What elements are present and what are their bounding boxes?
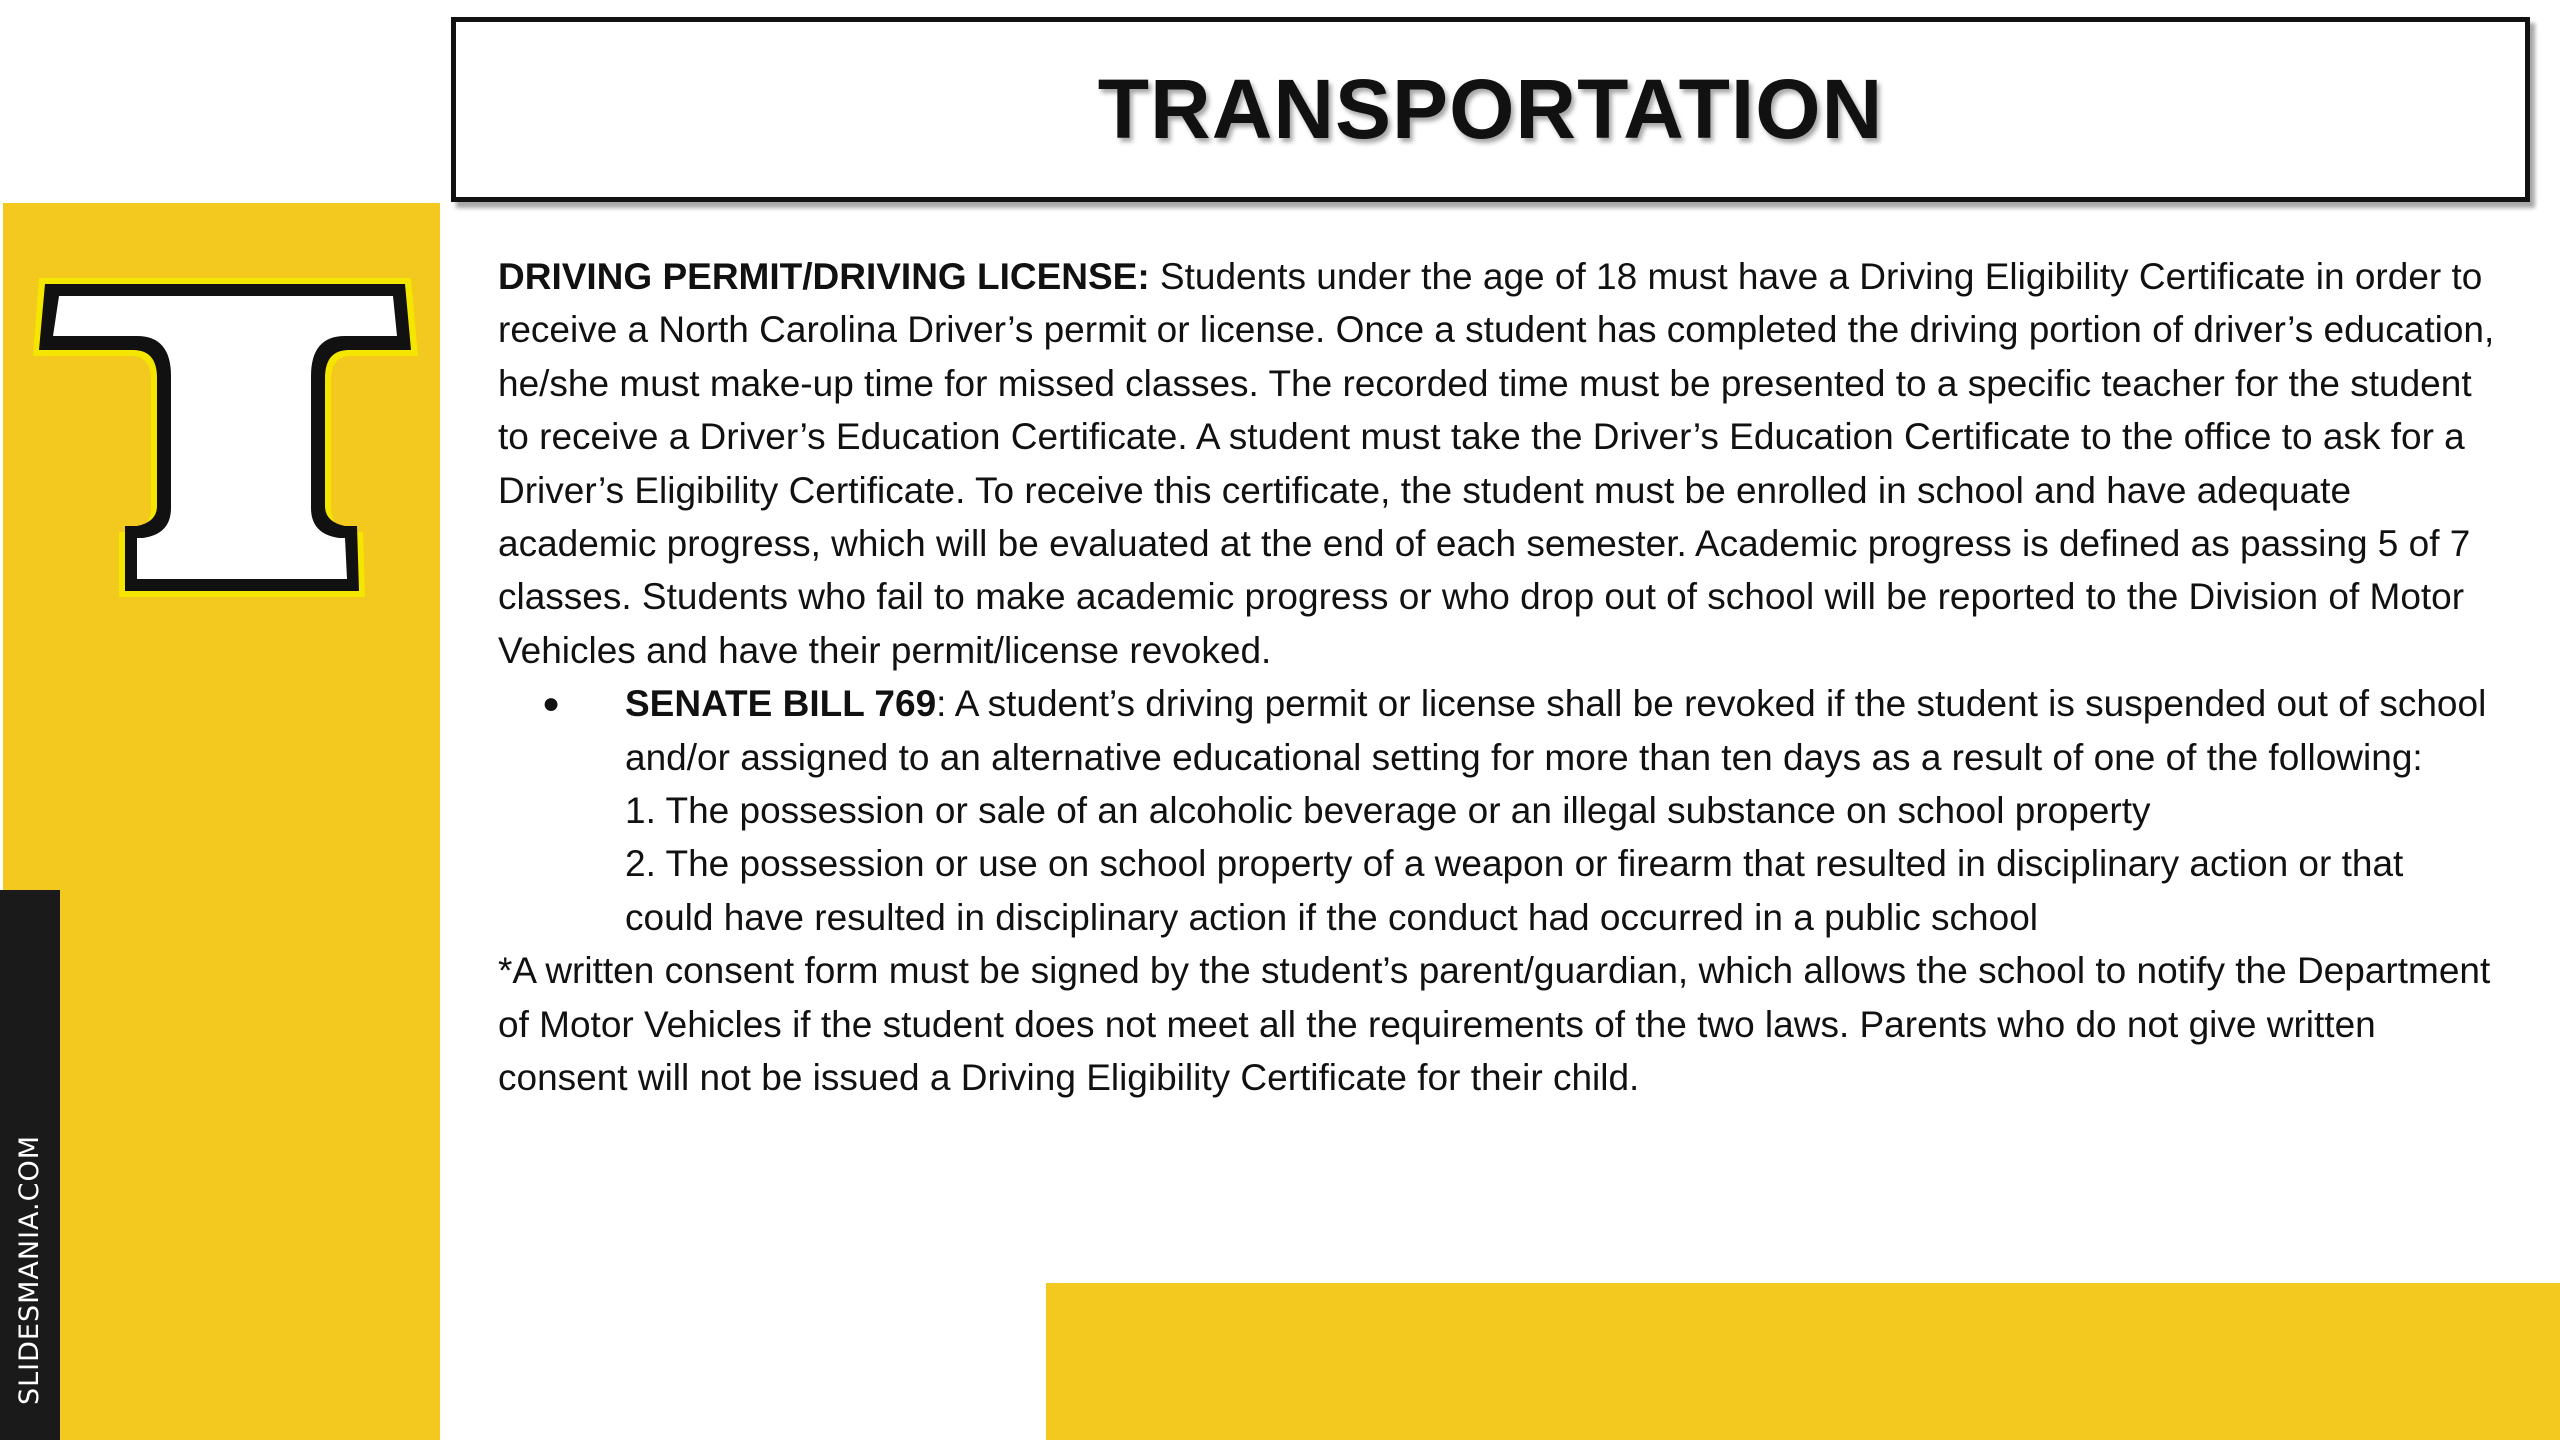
bullet-heading: SENATE BILL 769 — [625, 683, 937, 725]
list-item: 2. The possession or use on school property of a weapon or firearm that resulted in disciplinary action or that could have resulted in disciplinary action if the conduct had occurred in a public school — [625, 843, 2404, 938]
bullet-icon: ● — [542, 687, 561, 721]
section-body: Students under the age of 18 must have a Driving Eligibility Certificate in order to receive a North Carolina Driver’s permit or license. Once a student has completed the driving portion of driver’s education, he/she must make-up time for missed classes. The recorded time must be presented to a specific teacher for the student to receive a Driver’s Education Certificate. A student must take the Driver’s Education Certificate to the office to ask for a Driver’s Eligibility Certificate. To receive this certificate, the student must be enrolled in school and have adequate academic progress, which will be evaluated at the end of each semester. Academic progress is defined as passing 5 of 7 classes. Students who fail to make academic progress or who drop out of school will be reported to the Division of Motor Vehicles and have their permit/license revoked. — [498, 256, 2495, 671]
page-title: TRANSPORTATION — [1097, 62, 1884, 156]
bottom-accent-block — [1046, 1283, 2560, 1440]
list-item: 1. The possession or sale of an alcoholic beverage or an illegal substance on school property — [625, 790, 2151, 832]
senate-bill-bullet — [498, 677, 2498, 784]
content-body — [498, 250, 2498, 1105]
section-heading: DRIVING PERMIT/DRIVING LICENSE: — [498, 256, 1150, 297]
block-letter-t-logo — [25, 270, 425, 605]
driving-permit-paragraph — [498, 250, 2498, 677]
bullet-body: : A student’s driving permit or license shall be revoked if the student is suspended out of school and/or assigned to an alternative educational setting for more than ten days as a result of one of the following: — [625, 683, 2487, 778]
brand-watermark: SLIDESMANIA.COM — [14, 1134, 45, 1405]
title-box — [451, 17, 2530, 202]
footnote: *A written consent form must be signed by the student’s parent/guardian, which allows the school to notify the Department of Motor Vehicles if the student does not meet all the requirements of the two laws. Parents who do not give written consent will not be issued a Driving Eligibility Certificate for their child. — [498, 950, 2491, 1099]
